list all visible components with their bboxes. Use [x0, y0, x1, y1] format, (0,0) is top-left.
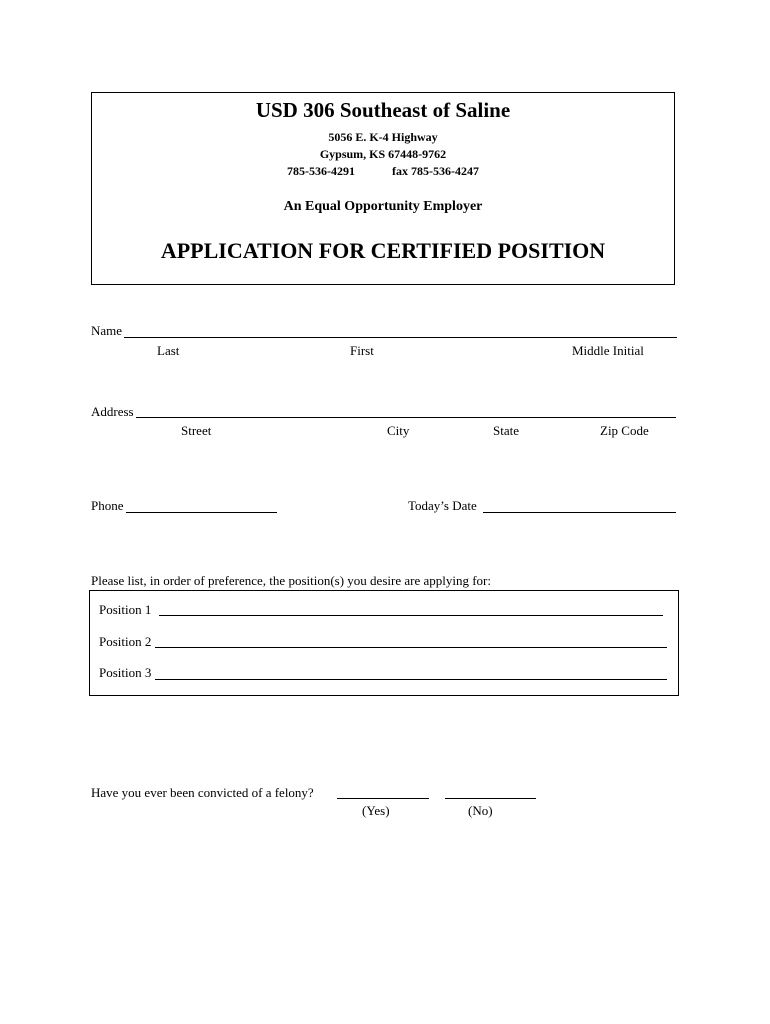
fax-number: fax 785-536-4247	[392, 164, 479, 178]
name-last-caption: Last	[157, 343, 180, 358]
felony-no-caption: (No)	[468, 803, 493, 818]
todays-date-field-line[interactable]	[483, 512, 676, 513]
position-1-label: Position 1	[99, 602, 152, 617]
city-state-zip: Gypsum, KS 67448-9762	[319, 147, 447, 161]
address-zip-caption: Zip Code	[600, 423, 649, 438]
letterhead-box	[91, 92, 675, 285]
name-first-caption: First	[350, 343, 374, 358]
position-2-label: Position 2	[99, 634, 152, 649]
equal-opportunity-statement: An Equal Opportunity Employer	[283, 199, 483, 214]
name-middle-caption: Middle Initial	[572, 343, 644, 358]
felony-question: Have you ever been convicted of a felony?	[91, 785, 314, 800]
position-3-field-line[interactable]	[155, 679, 667, 680]
phone-field-line[interactable]	[126, 512, 277, 513]
positions-prompt: Please list, in order of preference, the position(s) you desire are applying for:	[91, 573, 491, 588]
name-field-line[interactable]	[124, 337, 677, 338]
address-label: Address	[91, 404, 134, 419]
address-field-line[interactable]	[136, 417, 676, 418]
todays-date-label: Today’s Date	[408, 498, 477, 513]
positions-box	[89, 590, 679, 696]
position-2-field-line[interactable]	[155, 647, 667, 648]
address-state-caption: State	[493, 423, 519, 438]
address-street-caption: Street	[181, 423, 212, 438]
felony-yes-field-line[interactable]	[337, 798, 429, 799]
position-3-label: Position 3	[99, 665, 152, 680]
street-address: 5056 E. K-4 Highway	[328, 130, 438, 144]
felony-no-field-line[interactable]	[445, 798, 536, 799]
phone-number: 785-536-4291	[287, 164, 355, 178]
form-title: APPLICATION FOR CERTIFIED POSITION	[160, 238, 606, 263]
name-label: Name	[91, 323, 123, 338]
address-city-caption: City	[387, 423, 410, 438]
position-1-field-line[interactable]	[159, 615, 663, 616]
organization-name: USD 306 Southeast of Saline	[255, 98, 511, 122]
felony-yes-caption: (Yes)	[362, 803, 390, 818]
phone-label: Phone	[91, 498, 124, 513]
contact-numbers	[92, 164, 674, 179]
